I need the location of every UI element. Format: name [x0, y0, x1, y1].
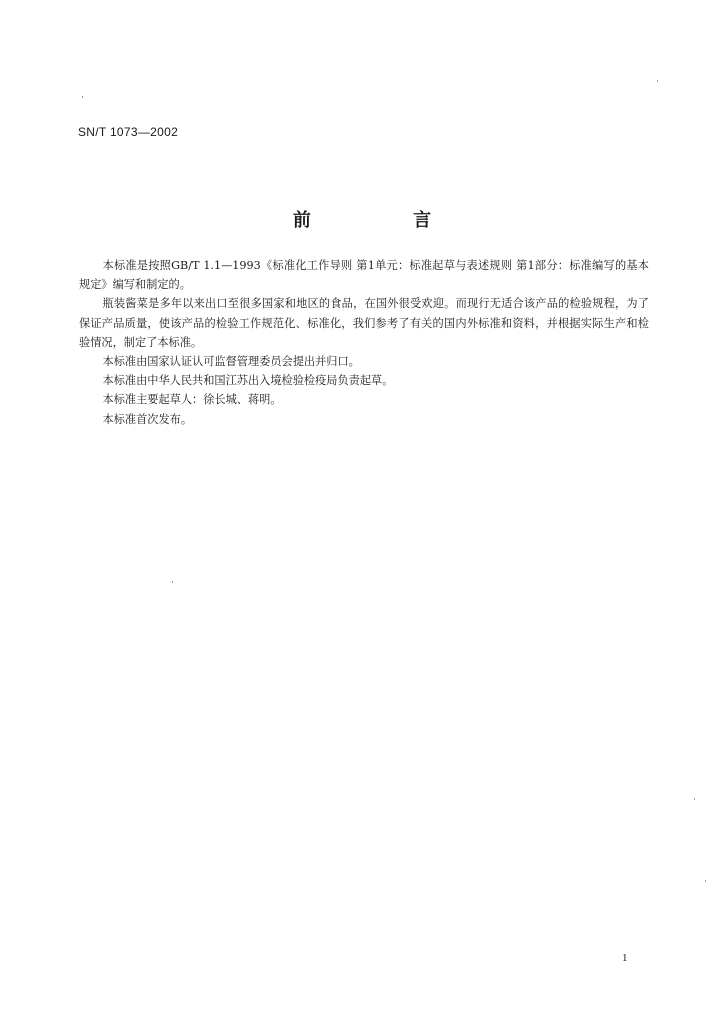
page-number: 1 [622, 952, 628, 964]
paragraph: 本标准首次发布。 [102, 412, 193, 426]
scan-speck [657, 80, 658, 82]
scan-speck [172, 581, 173, 583]
scan-speck [82, 96, 83, 98]
scan-speck [705, 880, 706, 882]
paragraph: 瓶装酱菜是多年以来出口至很多国家和地区的食品，在国外很受欢迎。而现行无适合该产品的检验规程，为了保证产品质量，使该产品的检验工作规范化、标准化，我们参考了有关的国内外标准和资料，并根据实际生产和检验情况，制定了本标准。 [79, 297, 649, 349]
standard-code: SN/T 1073—2002 [78, 125, 179, 139]
paragraph: 本标准由中华人民共和国江苏出入境检验检疫局负责起草。 [102, 374, 394, 388]
page-title: 前 言 [292, 210, 480, 231]
paragraph: 本标准主要起草人：徐长城、蒋明。 [102, 393, 282, 407]
paragraph: 本标准是按照GB/T 1.1—1993《标准化工作导则 第1单元：标准起草与表述规则 第1部分：标准编写的基本规定》编写和制定的。 [79, 259, 649, 292]
paragraph: 本标准由国家认证认可监督管理委员会提出并归口。 [102, 355, 360, 369]
scan-speck [694, 798, 695, 800]
foreword-body [79, 256, 649, 429]
